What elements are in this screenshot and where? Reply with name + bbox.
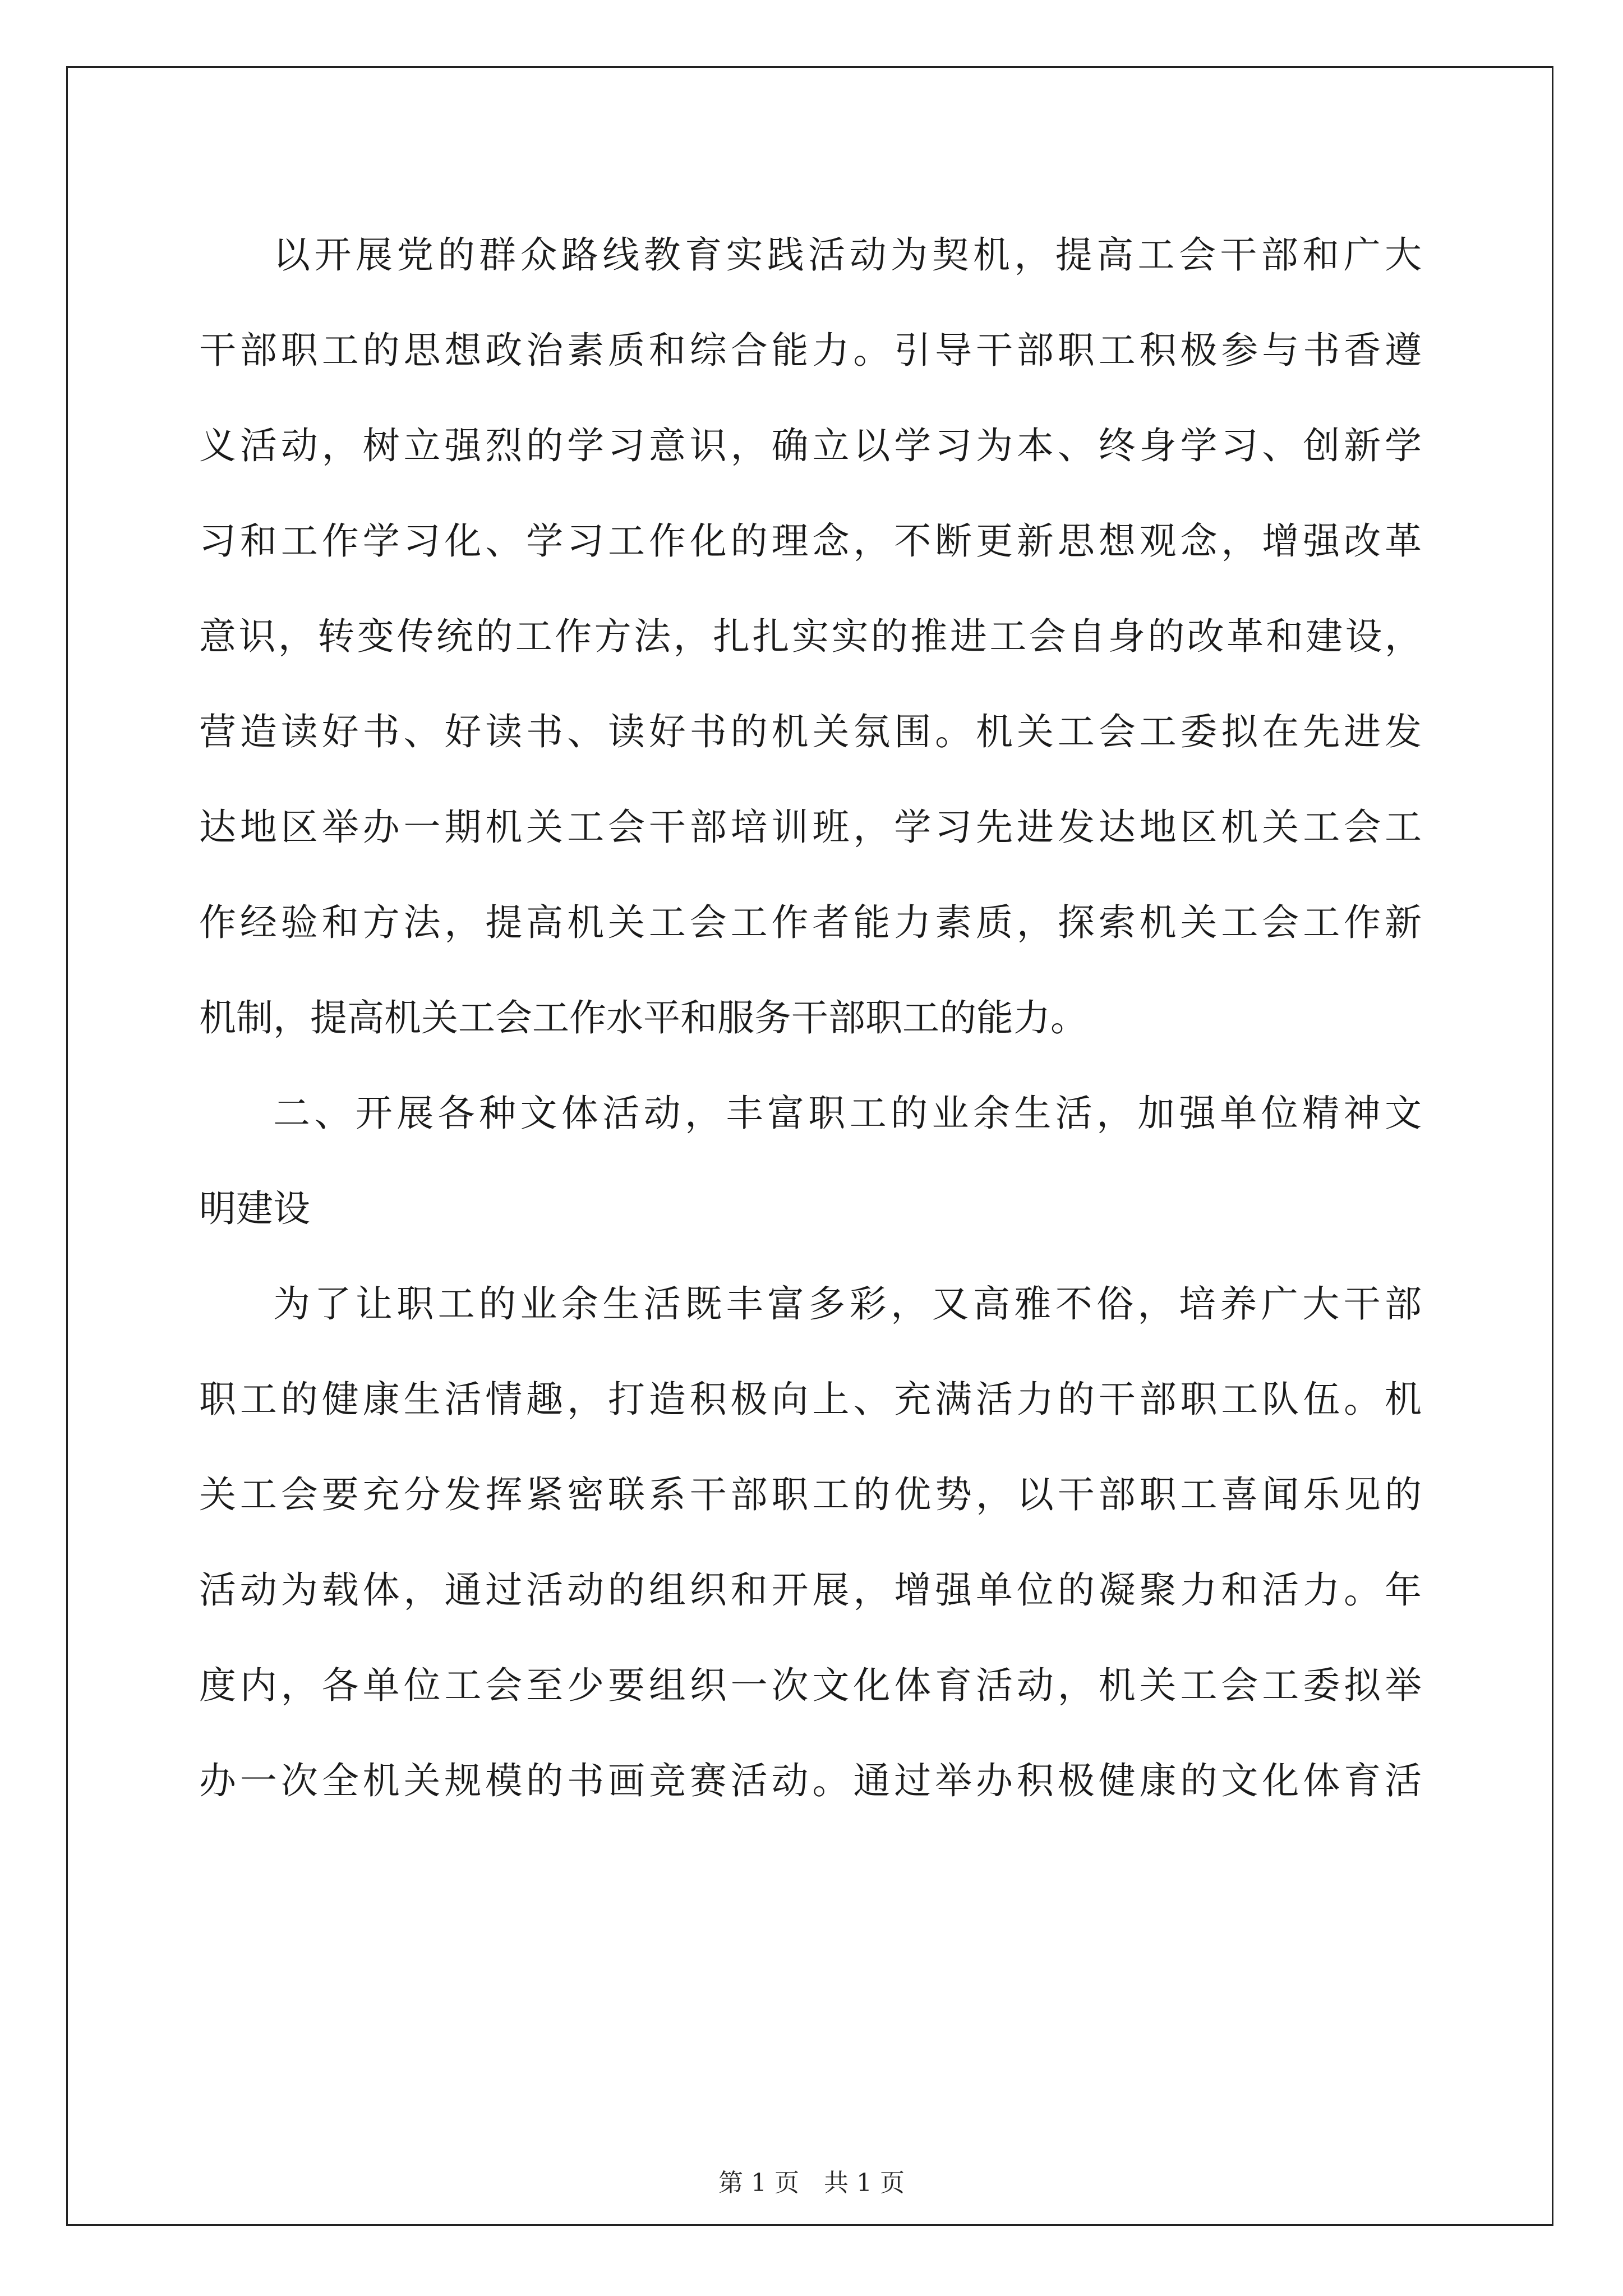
text-line: 二、开展各种文体活动，丰富职工的业余生活，加强单位精神文 bbox=[273, 1092, 1422, 1135]
text-line: 办一次全机关规模的书画竞赛活动。通过举办积极健康的文化体育活 bbox=[199, 1759, 1422, 1802]
text-line: 干部职工的思想政治素质和综合能力。引导干部职工积极参与书香遵 bbox=[199, 329, 1422, 372]
text-line: 明建设 bbox=[199, 1187, 310, 1230]
document-body bbox=[199, 208, 1422, 1829]
text-line: 意识，转变传统的工作方法，扎扎实实的推进工会自身的改革和建设， bbox=[199, 615, 1422, 658]
page-footer bbox=[0, 2162, 1623, 2198]
section-heading bbox=[199, 1066, 1422, 1257]
text-line: 度内，各单位工会至少要组织一次文化体育活动，机关工会工委拟举 bbox=[199, 1664, 1422, 1707]
text-line: 为了让职工的业余生活既丰富多彩，又高雅不俗，培养广大干部 bbox=[273, 1282, 1422, 1326]
text-line: 达地区举办一期机关工会干部培训班，学习先进发达地区机关工会工 bbox=[199, 806, 1422, 849]
text-line: 以开展党的群众路线教育实践活动为契机，提高工会干部和广大 bbox=[273, 233, 1422, 277]
text-line: 活动为载体，通过活动的组织和开展，增强单位的凝聚力和活力。年 bbox=[199, 1568, 1422, 1612]
text-line: 职工的健康生活情趣，打造积极向上、充满活力的干部职工队伍。机 bbox=[199, 1378, 1422, 1421]
text-line: 义活动，树立强烈的学习意识，确立以学习为本、终身学习、创新学 bbox=[199, 424, 1422, 467]
page-number: 第 1 页 共 1 页 bbox=[718, 2169, 905, 2197]
paragraph bbox=[199, 1257, 1422, 1829]
text-line: 营造读好书、好读书、读好书的机关氛围。机关工会工委拟在先进发 bbox=[199, 710, 1422, 753]
text-line: 机制，提高机关工会工作水平和服务干部职工的能力。 bbox=[199, 996, 1087, 1039]
text-line: 作经验和方法，提高机关工会工作者能力素质，探索机关工会工作新 bbox=[199, 901, 1422, 944]
text-line: 习和工作学习化、学习工作化的理念，不断更新思想观念，增强改革 bbox=[199, 519, 1422, 563]
text-line: 关工会要充分发挥紧密联系干部职工的优势，以干部职工喜闻乐见的 bbox=[199, 1473, 1422, 1516]
paragraph bbox=[199, 208, 1422, 1066]
